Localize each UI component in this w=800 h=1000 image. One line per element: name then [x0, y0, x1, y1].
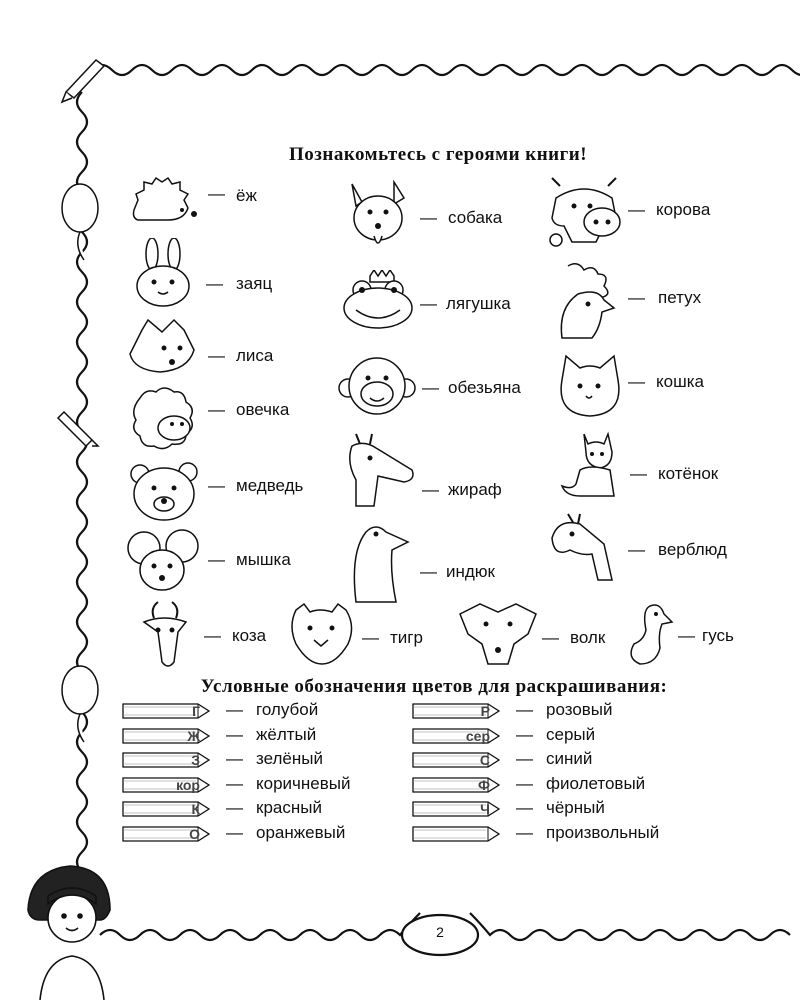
- animal-label: —: [628, 200, 645, 219]
- page-title: Познакомьтесь с героями книги!: [288, 144, 588, 165]
- pencil-icon: [412, 801, 500, 817]
- pencil-icon: [122, 703, 210, 719]
- color-code: Ф: [478, 776, 490, 793]
- bear-icon: [128, 460, 202, 522]
- animal-name: кошка: [656, 372, 704, 391]
- color-name: серый: [546, 724, 596, 744]
- color-name: голубой: [256, 700, 319, 719]
- wolf-icon: [458, 600, 538, 666]
- tiger-icon: [286, 600, 356, 666]
- animal-label: —: [628, 288, 645, 307]
- legend-dash: —: [516, 823, 533, 842]
- animal-label: —: [678, 626, 695, 645]
- animal-name: заяц: [236, 274, 273, 293]
- color-name: жёлтый: [256, 724, 317, 744]
- sheep-icon: [128, 384, 200, 456]
- animal-label: —: [208, 400, 225, 419]
- cat-icon: [556, 354, 622, 418]
- color-name: розовый: [546, 700, 613, 719]
- giraffe-icon: [342, 432, 418, 508]
- pencil-icon: [122, 801, 210, 817]
- color-code: кор: [176, 776, 200, 793]
- animal-label: —: [422, 378, 439, 397]
- legend-dash: —: [516, 700, 533, 719]
- pencil-icon: [122, 826, 210, 842]
- animal-name: обезьяна: [448, 378, 521, 397]
- legend-title: Условные обозначения цветов для раскрашивания:: [200, 676, 668, 697]
- animal-label: —: [628, 540, 645, 559]
- animal-label: —: [204, 626, 221, 645]
- animal-label: —: [542, 628, 559, 647]
- girl-icon: [28, 866, 110, 1000]
- legend-dash: —: [226, 700, 243, 719]
- color-code: З: [191, 752, 200, 769]
- hare-icon: [130, 238, 196, 308]
- pencil-icon: [122, 728, 210, 744]
- pencil-icon: [122, 777, 210, 793]
- pencil-icon: [122, 752, 210, 768]
- animal-name: волк: [570, 628, 606, 647]
- animal-name: тигр: [390, 628, 423, 647]
- legend-dash: —: [226, 773, 243, 793]
- legend-dash: —: [516, 773, 533, 793]
- legend-dash: —: [226, 798, 243, 818]
- animal-label: —: [630, 464, 647, 483]
- animal-name: корова: [656, 200, 711, 219]
- color-name: зелёный: [256, 749, 323, 769]
- animal-name: овечка: [236, 400, 290, 419]
- cow-icon: [546, 176, 622, 252]
- animal-name: ёж: [236, 186, 257, 205]
- pencil-icon: [412, 752, 500, 768]
- animal-name: гусь: [702, 626, 734, 645]
- legend-dash: —: [516, 749, 533, 769]
- animal-name: собака: [448, 208, 503, 227]
- legend-dash: —: [226, 724, 243, 744]
- animal-label: —: [422, 480, 439, 499]
- goose-icon: [620, 602, 676, 666]
- animal-label: —: [362, 628, 379, 647]
- animal-label: —: [420, 562, 437, 581]
- animal-label: —: [628, 372, 645, 391]
- fox-icon: [126, 318, 204, 376]
- color-code: К: [191, 801, 200, 818]
- animal-label: —: [206, 274, 223, 293]
- animal-name: коза: [232, 626, 267, 645]
- pencil-icon: [412, 826, 500, 842]
- animal-label: —: [208, 550, 225, 569]
- top-wavy-border: [92, 65, 800, 75]
- pencil-icon: [412, 728, 500, 744]
- legend-dash: —: [226, 823, 243, 842]
- page-number: 2: [436, 924, 444, 940]
- animal-name: лиса: [236, 346, 274, 365]
- goat-icon: [136, 598, 194, 670]
- color-code: С: [479, 752, 490, 769]
- animal-name: петух: [658, 288, 702, 307]
- animal-label: —: [208, 476, 225, 495]
- animal-label: —: [208, 346, 225, 365]
- dog-icon: [344, 180, 412, 256]
- animal-name: индюк: [446, 562, 495, 581]
- monkey-icon: [338, 356, 416, 416]
- legend-dash: —: [226, 749, 243, 769]
- animal-name: лягушка: [446, 294, 511, 313]
- balloon-icon: [62, 184, 98, 260]
- pencil-icon: [412, 777, 500, 793]
- frog-icon: [340, 270, 416, 332]
- animal-name: медведь: [236, 476, 304, 495]
- legend-dash: —: [516, 798, 533, 818]
- color-code: Г: [192, 703, 200, 719]
- animal-name: мышка: [236, 550, 291, 569]
- color-name: коричневый: [256, 773, 351, 793]
- color-code: Ж: [187, 727, 200, 744]
- hedgehog-icon: [128, 176, 200, 226]
- animal-name: верблюд: [658, 540, 727, 559]
- color-code: О: [189, 826, 200, 842]
- animal-name: жираф: [448, 480, 502, 499]
- color-code: Р: [480, 703, 490, 719]
- animal-name: котёнок: [658, 464, 719, 483]
- color-name: чёрный: [546, 798, 605, 818]
- turkey-icon: [350, 524, 412, 604]
- color-name: оранжевый: [256, 823, 346, 842]
- animal-label: —: [420, 208, 437, 227]
- mouse-icon: [124, 528, 200, 594]
- pencil-icon: [412, 703, 500, 719]
- color-name: фиолетовый: [546, 773, 646, 793]
- pencil-icon: [62, 60, 104, 102]
- color-name: произвольный: [546, 823, 660, 842]
- color-name: синий: [546, 749, 593, 769]
- color-name: красный: [256, 798, 322, 818]
- color-code: Ч: [480, 801, 490, 818]
- color-code: сер: [465, 727, 490, 744]
- kitten-icon: [560, 430, 626, 500]
- legend-dash: —: [516, 724, 533, 744]
- camel-icon: [546, 510, 624, 582]
- animal-label: —: [420, 294, 437, 313]
- rooster-icon: [548, 262, 618, 342]
- animal-label: —: [208, 184, 225, 203]
